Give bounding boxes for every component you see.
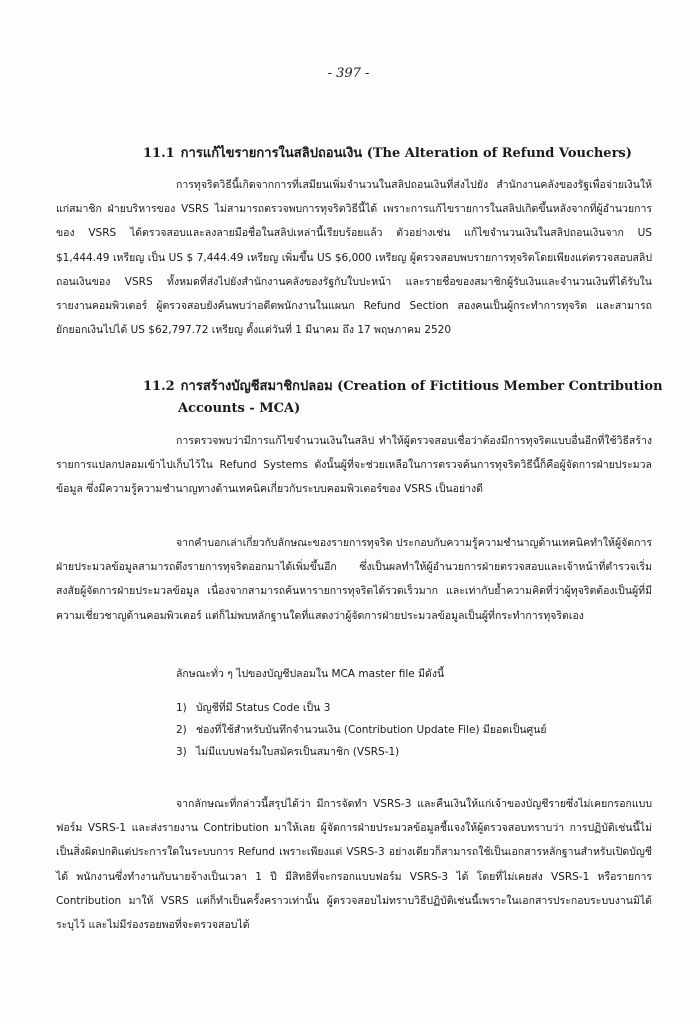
- section-11-2-paragraph-3: จากลักษณะที่กล่าวนี้สรุปได้ว่า มีการจัดทำ VSRS-3 และคืนเงินให้แก่เจ้าของบัญชีรายซึ่งไม่เคยกรอกแบบฟอร์ม VSRS-1 และส่งรายงาน Contribution มาให้เลย ผู้จัดการฝ่ายประมวลข้อมูลชี้แจงให้ผู้ตรวจสอบทราบว่า การปฏิบัติเช่นนี้ไม่เป็นสิ่งผิดปกติแต่ประการใดในระบบการ Refund เพราะเพียงแต่ VSRS-3 อย่างเดียวก็สามารถใช้เป็นเอกสารหลักฐานสำหรับเปิดบัญชีได้ พนักงานซึ่งทำงานกับนายจ้างเป็นเวลา 1 ปี มีสิทธิที่จะกรอกแบบฟอร์ม VSRS-3 ได้ โดยที่ไม่เคยส่ง VSRS-1 หรือรายการ Contribution มาให้ VSRS แต่ก็ทำเป็นครั้งคราวเท่านั้น ผู้ตรวจสอบไม่ทราบวิธีปฏิบัติเช่นนี้เพราะในเอกสารประกอบระบบงานมิได้ระบุไว้ และไม่มีร่องรอยพอที่จะตรวจสอบได้: [56, 798, 652, 932]
- list-marker: 3): [176, 746, 187, 758]
- list-item-text: บัญชีที่มี Status Code เป็น 3: [196, 702, 331, 714]
- section-11-2-title-line2: Accounts - MCA): [178, 401, 301, 416]
- section-11-1-title: การแก้ไขรายการในสลิปถอนเงิน (The Alteration of Refund Vouchers): [180, 146, 632, 161]
- list-item-text: ช่องที่ใช้สำหรับบันทึกจำนวนเงิน (Contribution Update File) มียอดเป็นศูนย์: [196, 724, 547, 736]
- list-item: [176, 741, 547, 763]
- list-item-text: ไม่มีแบบฟอร์มใบสมัครเป็นสมาชิก (VSRS-1): [196, 746, 400, 758]
- characteristics-list: [176, 697, 547, 763]
- list-item: [176, 719, 547, 741]
- section-11-1-number: 11.1: [143, 146, 175, 161]
- page-number: - 397 -: [327, 66, 370, 81]
- list-item: [176, 697, 547, 719]
- section-11-2-paragraph-2: จากคำบอกเล่าเกี่ยวกับลักษณะของรายการทุจริต ประกอบกับความรู้ความชำนาญด้านเทคนิคทำให้ผู้จัดการฝ่ายประมวลข้อมูลสามารถดึงรายการทุจริตออกมาได้เพิ่มขึ้นอีก ซึ่งเป็นผลทำให้ผู้อำนวยการฝ่ายตรวจสอบและเจ้าหน้าที่ตำรวจเริ่มสงสัยผู้จัดการฝ่ายประมวลข้อมูล เนื่องจากสามารถค้นหารายการทุจริตได้รวดเร็วมาก และเท่ากับย้ำความคิดที่ว่าผู้ทุจริตต้องเป็นผู้ที่มีความเชี่ยวชาญด้านคอมพิวเตอร์ แต่ก็ไม่พบหลักฐานใดที่แสดงว่าผู้จัดการฝ่ายประมวลข้อมูลเป็นผู้ที่กระทำการทุจริตเอง: [56, 537, 652, 622]
- section-11-2-title-line1: การสร้างบัญชีสมาชิกปลอม (Creation of Fictitious Member Contribution: [180, 379, 663, 394]
- section-11-2-number: 11.2: [143, 379, 175, 394]
- list-marker: 1): [176, 702, 187, 714]
- list-intro: ลักษณะทั่ว ๆ ไปของบัญชีปลอมใน MCA master file มีดังนี้: [176, 668, 445, 680]
- section-11-1-heading: [143, 142, 632, 163]
- section-11-1-paragraph: การทุจริตวิธีนี้เกิดจากการที่เสมียนเพิ่มจำนวนในสลิปถอนเงินที่ส่งไปยัง สำนักงานคลังของรัฐเพื่อจ่ายเงินให้แก่สมาชิก ฝ่ายบริหารของ VSRS ไม่สามารถตรวจพบการทุจริตวิธีนี้ได้ เพราะการแก้ไขรายการในสลิปเกิดขึ้นหลังจากที่ผู้อำนวยการของ VSRS ได้ตรวจสอบและลงลายมือชื่อในสลิปเหล่านี้เรียบร้อยแล้ว ตัวอย่างเช่น แก้ไขจำนวนเงินในสลิปถอนเงินจาก US $1,444.49 เหรียญ เป็น US $ 7,444.49 เหรียญ เพิ่มขึ้น US $6,000 เหรียญ ผู้ตรวจสอบพบรายการทุจริตโดยเพียงแต่ตรวจสอบสลิปถอนเงินของ VSRS ทั้งหมดที่ส่งไปยังสำนักงานคลังของรัฐกับใบปะหน้า และรายชื่อของสมาชิกผู้รับเงินและจำนวนเงินที่ได้รับในรายงานคอมพิวเตอร์ ผู้ตรวจสอบยังค้นพบว่าอดีตพนักงานในแผนก Refund Section สองคนเป็นผู้กระทำการทุจริต และสามารถยักยอกเงินไปได้ US $62,797.72 เหรียญ ตั้งแต่วันที่ 1 มีนาคม ถึง 17 พฤษภาคม 2520: [56, 179, 652, 337]
- list-marker: 2): [176, 724, 187, 736]
- section-11-2-paragraph-1: การตรวจพบว่ามีการแก้ไขจำนวนเงินในสลิป ทำให้ผู้ตรวจสอบเชื่อว่าต้องมีการทุจริตแบบอื่นอีกที่ใช้วิธีสร้างรายการแปลกปลอมเข้าไปเก็บไว้ใน Refund Systems ดังนั้นผู้ที่จะช่วยเหลือในการตรวจค้นการทุจริตวิธีนี้ก็คือผู้จัดการฝ่ายประมวลข้อมูล ซึ่งมีความรู้ความชำนาญทางด้านเทคนิคเกี่ยวกับระบบคอมพิวเตอร์ของ VSRS เป็นอย่างดี: [56, 435, 652, 496]
- section-11-2-heading: [143, 375, 663, 396]
